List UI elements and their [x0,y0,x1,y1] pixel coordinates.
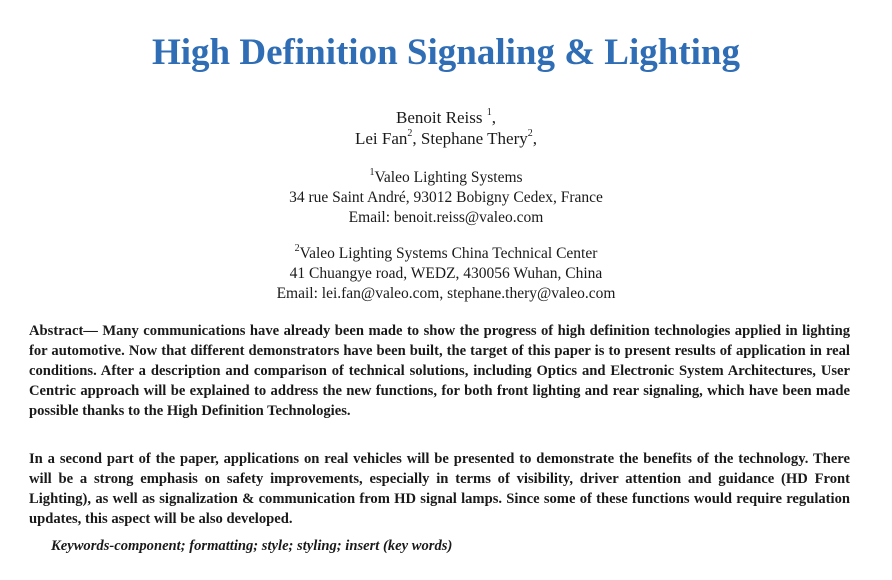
affiliation-mark: 1 [369,166,375,178]
affiliation-address: 41 Chuangye road, WEDZ, 430056 Wuhan, China [289,265,603,282]
paper-title: High Definition Signaling & Lighting [151,32,741,73]
author-name: Benoit Reiss [396,108,483,127]
keywords-line: Keywords-component; formatting; style; styling; insert (key words) [51,538,453,554]
affiliation-mark: 2 [294,242,300,254]
affiliation-mark: 1 [486,107,492,119]
affiliation-1 [0,168,892,228]
affiliation-org: Valeo Lighting Systems China Technical Center [299,245,598,262]
affiliation-mark: 2 [527,128,533,140]
affiliation-email: Email: lei.fan@valeo.com, stephane.thery@valeo.com [276,285,616,302]
abstract-paragraph-2: In a second part of the paper, applications on real vehicles will be presented to demonstrate the benefits of the technology. There will be a strong emphasis on safety improvements, especially in terms of visibility, driver attention and guidance (HD Front Lighting), as well as signalization & communication from HD signal lamps. Since some of these functions would require regulation updates, this aspect will be also developed. [29,451,850,527]
affiliation-org: Valeo Lighting Systems [374,169,523,186]
affiliation-mark: 2 [407,128,413,140]
author-separator: , [532,129,537,148]
author-line-2 [0,128,892,149]
author-separator: , [491,108,496,127]
abstract-paragraph-1: Abstract— Many communications have already been made to show the progress of high definition technologies applied in lighting for automotive. Now that different demonstrators have been built, the target of this paper is to present results of application in real conditions. After a description and comparison of technical solutions, including Optics and Electronic System Architectures, User Centric approach will be explained to address the new functions, for both front lighting and rear signaling, which have been made possible thanks to the High Definition Technologies. [29,323,850,419]
affiliation-address: 34 rue Saint André, 93012 Bobigny Cedex, France [289,189,603,206]
author-line-1 [0,107,892,128]
author-name: Lei Fan [354,129,408,148]
author-block [0,107,892,149]
affiliation-2 [0,244,892,304]
author-separator: , [412,129,421,148]
affiliation-email: Email: benoit.reiss@valeo.com [348,209,544,226]
author-name: Stephane Thery [420,129,528,148]
